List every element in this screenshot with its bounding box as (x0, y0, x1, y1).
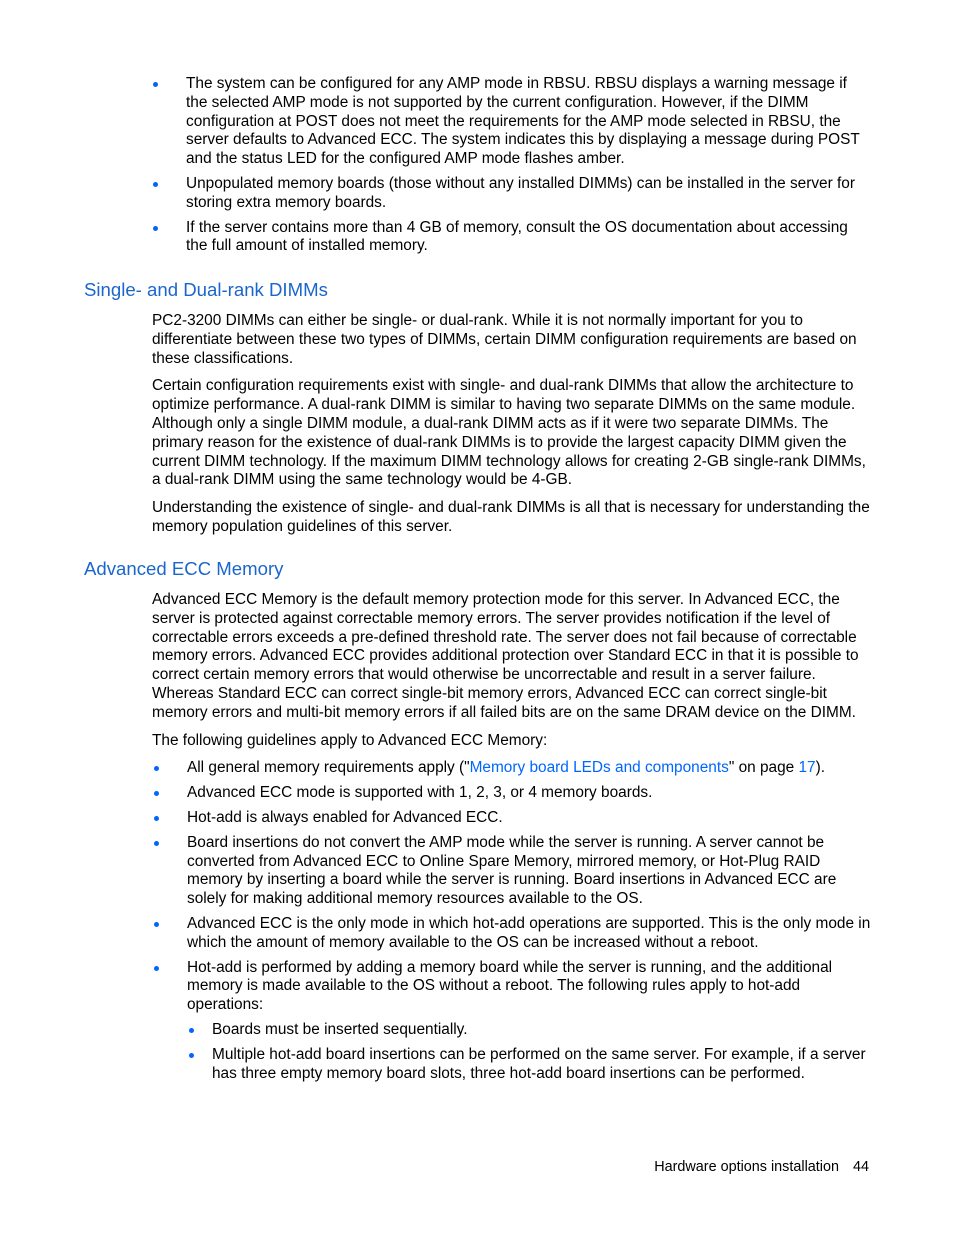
page-reference-link[interactable]: 17 (798, 759, 816, 777)
page-footer (654, 1158, 869, 1176)
sub-list-item (187, 1046, 872, 1084)
paragraph: Advanced ECC Memory is the default memory protection mode for this server. In Advanced ECC, the server is protected against correctable memory errors. The server provides notification if the level of correctable errors exceeds a pre-defined threshold rate. The server does not fail because of correctable memory errors. Advanced ECC provides additional protection over Standard ECC in that it is possible to correct certain memory errors that would otherwise be uncorrectable and result in a server failure. Whereas Standard ECC can correct single-bit memory errors, Advanced ECC can correct single-bit memory errors and multi-bit memory errors if all failed bits are on the same DRAM device on the DIMM. (152, 591, 859, 721)
link-bullet-suffix: ). (815, 759, 826, 777)
bullet-icon (154, 966, 159, 971)
list-item-text: Board insertions do not convert the AMP mode while the server is running. A server cannot be converted from Advanced ECC to Online Spare Memory, mirrored memory, or Hot-Plug RAID memory by inserting a board while the server is running. Board insertions in Advanced ECC are solely for making additional memory resources available to the OS. (187, 833, 837, 908)
paragraph: Certain configuration requirements exist with single- and dual-rank DIMMs that allow the architecture to optimize performance. A dual-rank DIMM is similar to having two separate DIMMs on the same module. Although only a single DIMM module, a dual-rank DIMM acts as if it were two separate DIMMs. The primary reason for the existence of dual-rank DIMMs is to provide the largest capacity DIMM given the current DIMM technology. If the maximum DIMM technology allows for creating 2-GB single-rank DIMMs, a dual-rank DIMM using the same technology would be 4-GB. (152, 377, 866, 489)
list-item-text: Hot-add is performed by adding a memory board while the server is running, and the additional memory is made available to the OS without a reboot. The following rules apply to hot-add operations: (187, 958, 833, 1014)
list-item-text: Boards must be inserted sequentially. (212, 1020, 468, 1038)
page-number: 44 (852, 1159, 869, 1175)
list-item-text: Hot-add is always enabled for Advanced ECC. (187, 808, 503, 826)
section-heading-rank-dimms: Single- and Dual-rank DIMMs (84, 279, 328, 300)
list-item (152, 915, 872, 953)
list-item-text: Advanced ECC is the only mode in which hot-add operations are supported. This is the only mode in which the amount of memory available to the OS can be increased without a reboot. (187, 914, 871, 951)
list-item (152, 834, 872, 909)
sub-list-item (187, 1021, 872, 1040)
list-item (152, 759, 872, 778)
memory-board-leds-link[interactable]: Memory board LEDs and components (469, 759, 729, 777)
section-heading-advanced-ecc: Advanced ECC Memory (84, 558, 284, 579)
list-item (152, 809, 872, 828)
bullet-icon (189, 1053, 194, 1058)
list-item-text: Advanced ECC mode is supported with 1, 2, 3, or 4 memory boards. (187, 784, 653, 802)
ecc-guideline-list (152, 759, 872, 1083)
list-item-text: Unpopulated memory boards (those without any installed DIMMs) can be installed in the server for storing extra memory boards. (186, 174, 855, 211)
bullet-icon (153, 226, 158, 231)
rank-section-body (152, 312, 872, 546)
list-item-text: If the server contains more than 4 GB of memory, consult the OS documentation about accessing the full amount of installed memory. (186, 218, 848, 255)
bullet-icon (153, 82, 158, 87)
list-item (151, 219, 871, 257)
bullet-icon (154, 766, 159, 771)
bullet-icon (153, 182, 158, 187)
list-item (151, 175, 871, 213)
list-item (152, 959, 872, 1084)
list-item-text: Multiple hot-add board insertions can be performed on the same server. For example, if a server has three empty memory board slots, three hot-add board insertions can be performed. (212, 1045, 866, 1082)
bullet-icon (189, 1028, 194, 1033)
bullet-icon (154, 816, 159, 821)
link-bullet-prefix: All general memory requirements apply (" (187, 759, 470, 777)
hot-add-rules-list (187, 1021, 872, 1083)
bullet-icon (154, 841, 159, 846)
footer-section-title: Hardware options installation (654, 1159, 839, 1175)
intro-bullet-list (151, 75, 871, 262)
list-item-text: The system can be configured for any AMP mode in RBSU. RBSU displays a warning message if the selected AMP mode is not supported by the current configuration. However, if the DIMM configuration at POST does not meet the requirements for the AMP mode selected in RBSU, the server defaults to Advanced ECC. The system indicates this by displaying a message during POST and the status LED for the configured AMP mode flashes amber. (186, 75, 860, 168)
paragraph: Understanding the existence of single- and dual-rank DIMMs is all that is necessary for understanding the memory population guidelines of this server. (152, 499, 870, 535)
paragraph: PC2-3200 DIMMs can either be single- or dual-rank. While it is not normally important for you to differentiate between these two types of DIMMs, certain DIMM configuration requirements are based on these classifications. (152, 312, 857, 367)
list-item (151, 75, 871, 169)
bullet-icon (154, 791, 159, 796)
ecc-section-body (152, 591, 872, 1089)
list-item (152, 784, 872, 803)
bullet-icon (154, 922, 159, 927)
paragraph: The following guidelines apply to Advanced ECC Memory: (152, 731, 548, 749)
link-bullet-middle: " on page (728, 759, 799, 777)
